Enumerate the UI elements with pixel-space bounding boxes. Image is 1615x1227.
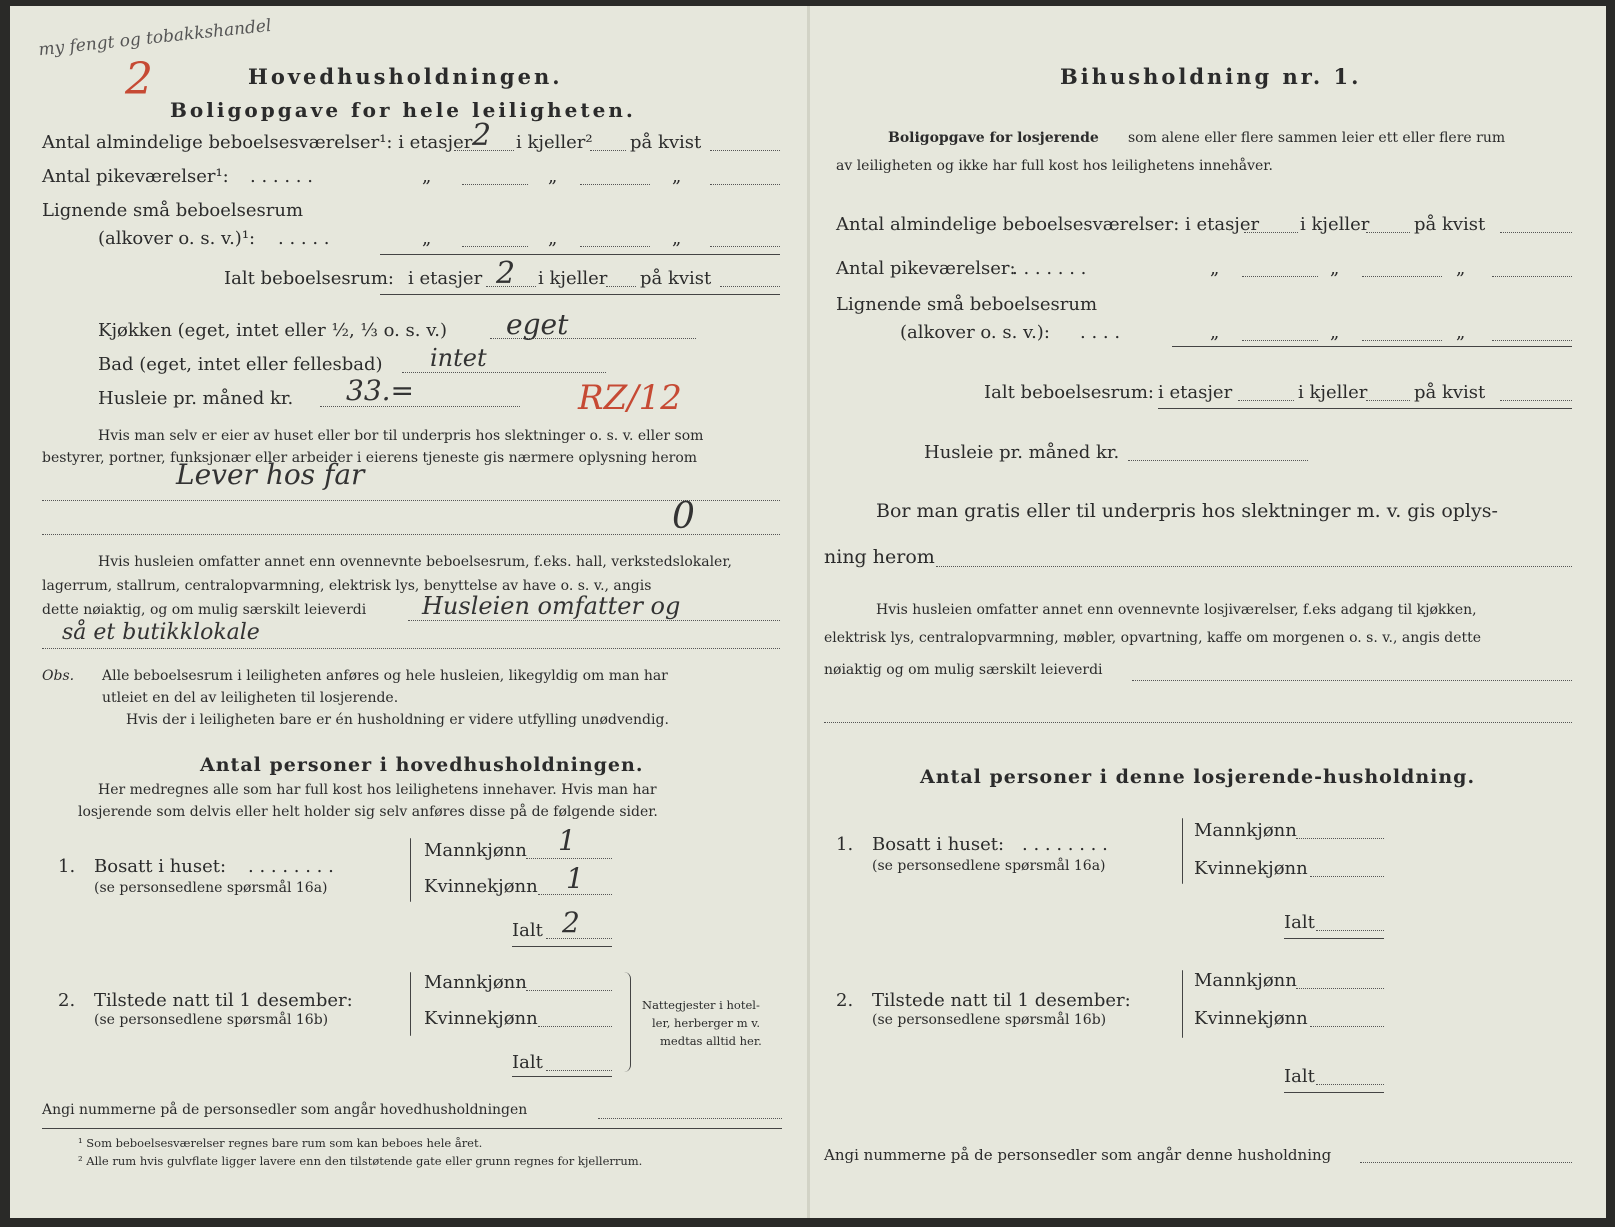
persons-intro-1: Her medregnes alle som har full kost hos leilighetens innehaver. Hvis man har: [98, 782, 657, 798]
q2-sublabel: (se personsedlene spørsmål 16b): [94, 1012, 329, 1028]
bath-value: intet: [430, 344, 487, 372]
q2-female-label: Kvinnekjønn: [424, 1008, 538, 1029]
numbers-label: Angi nummerne på de personsedler som angår hovedhusholdningen: [42, 1102, 528, 1118]
maid-rooms-field-3[interactable]: [710, 184, 780, 185]
rent-includes-paragraph-3: nøiaktig og om mulig særskilt leieverdi: [824, 662, 1103, 678]
handwritten-top-note: my fengt og tobakkshandel: [37, 15, 273, 61]
q1-total-field[interactable]: [1316, 930, 1384, 931]
small-rooms-ditto-1: „: [1210, 322, 1220, 343]
page-title: Hovedhusholdningen.: [248, 64, 563, 89]
maid-rooms-dots: . . . . . . .: [1012, 258, 1087, 279]
total-rooms-etasjer-value: 2: [496, 256, 516, 291]
rent-includes-paragraph-2: elektrisk lys, centralopvarmning, møbler, opvartning, kaffe om morgenen o. s. v., angis dette: [824, 630, 1482, 646]
q2-label: Tilstede natt til 1 desember:: [94, 990, 353, 1011]
numbers-field[interactable]: [598, 1118, 782, 1119]
rent-value-field-2[interactable]: [824, 722, 1572, 723]
rooms-kjeller-field[interactable]: [590, 150, 626, 151]
maid-rooms-field-2[interactable]: [1362, 276, 1442, 277]
q2-total-label: Ialt: [512, 1052, 543, 1073]
owner-info-field-1[interactable]: [42, 500, 780, 501]
census-form-sheet: [10, 6, 1606, 1218]
numbers-label: Angi nummerne på de personsedler som angår denne husholdning: [824, 1146, 1332, 1164]
rooms-kvist-field[interactable]: [1500, 232, 1572, 233]
total-rooms-rule: [380, 294, 780, 295]
maid-rooms-ditto-2: „: [1330, 258, 1340, 279]
q1-sublabel: (se personsedlene spørsmål 16a): [872, 858, 1106, 874]
rooms-label: Antal almindelige beboelsesværelser¹: i etasjer: [42, 132, 473, 153]
page-subtitle: Boligopgave for hele leiligheten.: [170, 98, 636, 122]
small-rooms-dots: . . . . .: [278, 228, 330, 249]
owner-info-field-2[interactable]: [42, 534, 780, 535]
bath-label: Bad (eget, intet eller fellesbad): [98, 354, 383, 375]
q2-label: Tilstede natt til 1 desember:: [872, 990, 1131, 1011]
q2-total-field[interactable]: [1316, 1084, 1384, 1085]
maid-rooms-field-1[interactable]: [462, 184, 528, 185]
rent-label: Husleie pr. måned kr.: [924, 442, 1120, 463]
q1-label: Bosatt i huset:: [872, 834, 1005, 855]
total-rooms-label: Ialt beboelsesrum:: [984, 382, 1154, 403]
q2-total-rule: [512, 1076, 612, 1077]
q2-female-field[interactable]: [1310, 1026, 1384, 1027]
small-rooms-ditto-3: „: [672, 228, 682, 249]
owner-paragraph-2: bestyrer, portner, funksjonær eller arbeider i eierens tjeneste gis nærmere oplysning herom: [42, 450, 698, 466]
q1-brace: [410, 838, 411, 902]
rent-includes-value-1: Husleien omfatter og: [422, 592, 681, 620]
total-rooms-kjeller-label: i kjeller: [1298, 382, 1368, 403]
rent-value: 33.=: [346, 374, 414, 407]
rent-includes-paragraph-1: Hvis husleien omfatter annet enn ovennevnte losjiværelser, f.eks adgang til kjøkken,: [876, 602, 1477, 618]
rent-value-field-1[interactable]: [408, 620, 780, 621]
free-rent-text-2: ning herom: [824, 546, 935, 568]
rent-value-field-2[interactable]: [42, 648, 780, 649]
intro-text-2: av leiligheten og ikke har full kost hos leilighetens innehåver.: [836, 158, 1273, 174]
rooms-etasjer-field[interactable]: [1244, 232, 1298, 233]
q2-brace: [1182, 970, 1183, 1038]
night-guests-note-1: Nattegjester i hotel-: [642, 998, 760, 1012]
q1-male-field[interactable]: [1296, 838, 1384, 839]
q1-total-label: Ialt: [1284, 912, 1315, 933]
total-rooms-etasjer-label: i etasjer: [408, 268, 483, 289]
kitchen-label: Kjøkken (eget, intet eller ½, ⅓ o. s. v.): [98, 320, 447, 341]
small-rooms-field-3[interactable]: [710, 246, 780, 247]
kitchen-value: eget: [506, 308, 569, 341]
small-rooms-field-1[interactable]: [1242, 340, 1318, 341]
q1-female-field[interactable]: [1310, 876, 1384, 877]
rent-includes-value-2: så et butikklokale: [62, 620, 260, 645]
q1-sublabel: (se personsedlene spørsmål 16a): [94, 880, 328, 896]
q1-male-label: Mannkjønn: [424, 840, 527, 861]
small-rooms-label: Lignende små beboelsesrum: [836, 294, 1098, 315]
small-rooms-ditto-1: „: [422, 228, 432, 249]
q2-total-rule: [1284, 1092, 1384, 1093]
q1-total-rule: [1284, 938, 1384, 939]
persons-intro-2: losjerende som delvis eller helt holder sig selv anføres disse på de følgende sider.: [78, 804, 658, 820]
bath-field[interactable]: [402, 372, 606, 373]
numbers-field[interactable]: [1360, 1162, 1572, 1163]
footnote-2: ² Alle rum hvis gulvflate ligger lavere enn den tilstøtende gate eller grunn regnes for kjellerrum.: [78, 1154, 643, 1168]
rooms-kjeller-label: i kjeller: [1300, 214, 1370, 235]
small-rooms-field-3[interactable]: [1492, 340, 1572, 341]
q1-total-label: Ialt: [512, 920, 543, 941]
small-rooms-ditto-3: „: [1456, 322, 1466, 343]
q1-brace: [1182, 818, 1183, 884]
small-rooms-ditto-2: „: [548, 228, 558, 249]
total-rooms-kvist-label: på kvist: [1414, 382, 1486, 403]
persons-section-title: Antal personer i hovedhusholdningen.: [200, 754, 644, 776]
obs-text-3: Hvis der i leiligheten bare er én husholdning er videre utfylling unødvendig.: [126, 712, 669, 728]
owner-paragraph-1: Hvis man selv er eier av huset eller bor til underpris hos slektninger o. s. v. eller som: [98, 428, 704, 444]
intro-text-1: som alene eller flere sammen leier ett eller flere rum: [1128, 130, 1506, 146]
small-rooms-field-2[interactable]: [1362, 340, 1442, 341]
small-rooms-sublabel: (alkover o. s. v.)¹:: [98, 228, 256, 249]
rooms-kvist-label: på kvist: [630, 132, 702, 153]
main-household-page: [10, 6, 800, 1218]
total-rooms-kvist-label: på kvist: [640, 268, 712, 289]
q1-male-label: Mannkjønn: [1194, 820, 1297, 841]
small-rooms-field-2[interactable]: [580, 246, 650, 247]
q1-number: 1.: [836, 834, 854, 855]
rooms-etasjer-value: 2: [472, 118, 492, 153]
q2-number: 2.: [836, 990, 854, 1011]
q1-total-value: 2: [562, 906, 580, 939]
q1-dots: . . . . . . . .: [248, 856, 334, 877]
maid-rooms-ditto-1: „: [1210, 258, 1220, 279]
rent-value-field-1[interactable]: [1132, 680, 1572, 681]
maid-rooms-dots: . . . . . .: [250, 166, 313, 187]
small-rooms-dots: . . . .: [1080, 322, 1121, 343]
maid-rooms-ditto-3: „: [672, 166, 682, 187]
night-guests-note-3: medtas alltid her.: [660, 1034, 762, 1048]
sub-household-page: [810, 6, 1606, 1218]
total-rooms-etasjer-label: i etasjer: [1158, 382, 1233, 403]
red-mark: RZ/12: [578, 378, 682, 418]
free-rent-text-1: Bor man gratis eller til underpris hos slektninger m. v. gis oplys-: [876, 500, 1498, 522]
q2-sublabel: (se personsedlene spørsmål 16b): [872, 1012, 1107, 1028]
q2-male-field[interactable]: [1296, 988, 1384, 989]
rooms-kvist-field[interactable]: [710, 150, 780, 151]
total-rooms-label: Ialt beboelsesrum:: [224, 268, 394, 289]
total-rooms-kjeller-label: i kjeller: [538, 268, 608, 289]
page-title: Bihusholdning nr. 1.: [1060, 64, 1362, 89]
small-rooms-field-1[interactable]: [462, 246, 528, 247]
rent-includes-paragraph-1: Hvis husleien omfatter annet enn ovennevnte beboelsesrum, f.eks. hall, verkstedslokaler,: [98, 554, 732, 570]
q1-male-field[interactable]: [526, 858, 612, 859]
maid-rooms-field-2[interactable]: [580, 184, 650, 185]
small-rooms-label: Lignende små beboelsesrum: [42, 200, 304, 221]
rent-includes-paragraph-3: dette nøiaktig, og om mulig særskilt leieverdi: [42, 602, 367, 618]
total-rooms-kjeller-field[interactable]: [606, 286, 636, 287]
rooms-label: Antal almindelige beboelsesværelser: i etasjer: [836, 214, 1260, 235]
small-rooms-rule: [380, 254, 780, 255]
rent-includes-paragraph-2: lagerrum, stallrum, centralopvarmning, elektrisk lys, benyttelse av have o. s. v., angis: [42, 578, 652, 594]
owner-info-value: Lever hos far: [176, 458, 365, 491]
small-rooms-rule: [1172, 346, 1572, 347]
maid-rooms-field-1[interactable]: [1242, 276, 1318, 277]
q2-male-field[interactable]: [526, 990, 612, 991]
q2-male-label: Mannkjønn: [424, 972, 527, 993]
maid-rooms-field-3[interactable]: [1492, 276, 1572, 277]
free-rent-field[interactable]: [936, 566, 1572, 567]
handwritten-zero: 0: [672, 496, 695, 537]
maid-rooms-label: Antal pikeværelser:: [836, 258, 1016, 279]
total-rooms-etasjer-field[interactable]: [1238, 400, 1294, 401]
q1-dots: . . . . . . . .: [1022, 834, 1108, 855]
intro-bold: Boligopgave for losjerende: [888, 130, 1099, 146]
rooms-kvist-label: på kvist: [1414, 214, 1486, 235]
q2-female-field[interactable]: [538, 1026, 612, 1027]
total-rooms-kjeller-field[interactable]: [1366, 400, 1410, 401]
q2-total-label: Ialt: [1284, 1066, 1315, 1087]
rent-field[interactable]: [1128, 460, 1308, 461]
persons-section-title: Antal personer i denne losjerende-husholdning.: [920, 766, 1476, 788]
night-guests-brace: [624, 972, 631, 1072]
footnote-1: ¹ Som beboelsesværelser regnes bare rum som kan beboes hele året.: [78, 1136, 483, 1150]
rent-label: Husleie pr. måned kr.: [98, 388, 294, 409]
total-rooms-kvist-field[interactable]: [720, 286, 780, 287]
q1-female-value: 1: [566, 862, 584, 895]
rooms-kjeller-field[interactable]: [1366, 232, 1410, 233]
q1-total-rule: [512, 946, 612, 947]
small-rooms-ditto-2: „: [1330, 322, 1340, 343]
maid-rooms-ditto-3: „: [1456, 258, 1466, 279]
maid-rooms-ditto-1: „: [422, 166, 432, 187]
night-guests-note-2: ler, herberger m v.: [652, 1016, 761, 1030]
total-rooms-kvist-field[interactable]: [1500, 400, 1572, 401]
q1-female-label: Kvinnekjønn: [424, 876, 538, 897]
footnote-rule: [42, 1128, 782, 1129]
q2-male-label: Mannkjønn: [1194, 970, 1297, 991]
q1-number: 1.: [58, 856, 76, 877]
maid-rooms-label: Antal pikeværelser¹:: [42, 166, 229, 187]
handwritten-household-number: 2: [125, 54, 153, 105]
rooms-kjeller-label: i kjeller²: [516, 132, 593, 153]
q2-female-label: Kvinnekjønn: [1194, 1008, 1308, 1029]
q1-label: Bosatt i huset:: [94, 856, 227, 877]
maid-rooms-ditto-2: „: [548, 166, 558, 187]
small-rooms-sublabel: (alkover o. s. v.):: [900, 322, 1050, 343]
q1-female-label: Kvinnekjønn: [1194, 858, 1308, 879]
obs-text-2: utleiet en del av leiligheten til losjerende.: [102, 690, 399, 706]
q2-total-field[interactable]: [546, 1070, 612, 1071]
q2-number: 2.: [58, 990, 76, 1011]
q1-male-value: 1: [558, 824, 576, 857]
q2-brace: [410, 972, 411, 1036]
total-rooms-rule: [1158, 408, 1572, 409]
obs-label: Obs.: [42, 668, 75, 684]
obs-text-1: Alle beboelsesrum i leiligheten anføres og hele husleien, likegyldig om man har: [102, 668, 668, 684]
